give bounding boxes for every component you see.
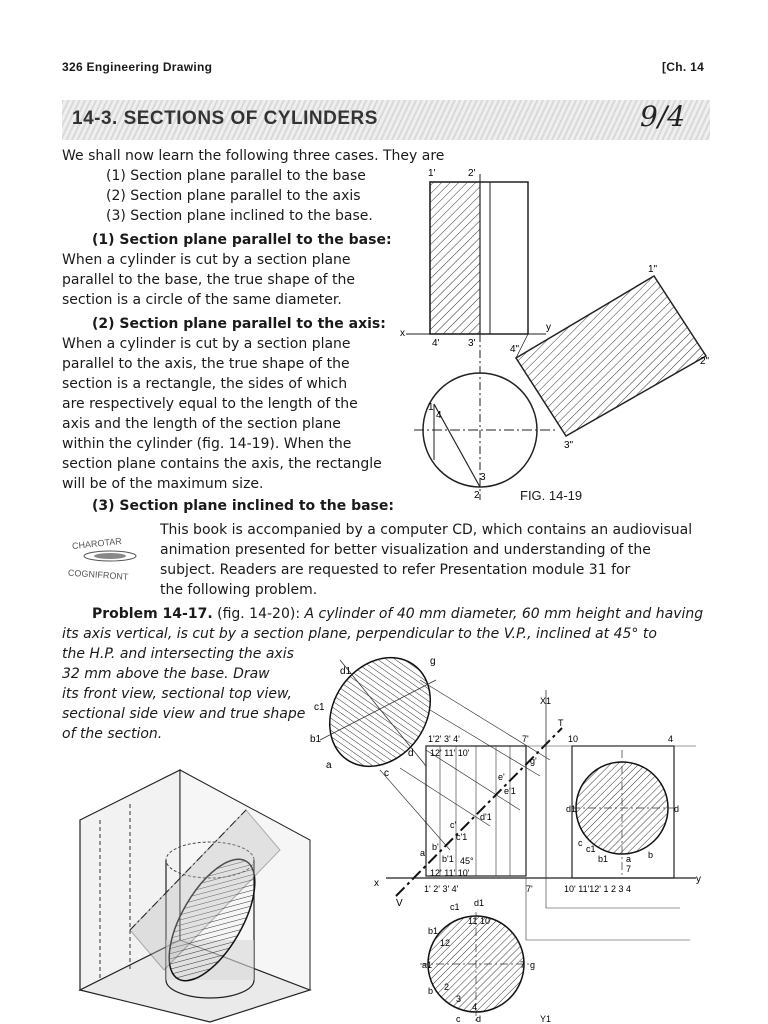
label-x: x [374,878,379,889]
label-45-deg: 45° [460,856,474,866]
label-top-2: 2 [444,982,450,992]
cd-note-line: animation presented for better visualization and understanding of the [160,542,651,558]
label-7p-bot: 7' [526,884,533,894]
para2-line: are respectively equal to the length of the [62,396,358,412]
handwritten-mark: 9/4 [640,100,686,133]
label-a-prime: a' [420,848,427,858]
label-top-g: g [530,960,536,970]
label-top-d: d [476,1014,482,1024]
label-top-b1: b1 [428,926,439,936]
label-y: y [696,874,701,885]
label-side-row: 10' 11'12' 1 2 3 4 [564,884,632,894]
label-bot-row-2: 12' 11' 10' [430,868,470,878]
label-X1: X1 [540,696,552,706]
problem-line: of the section. [62,726,163,742]
label-3q: 3" [564,440,574,451]
label-top-row-2: 12' 11' 10' [430,748,470,758]
label-1p: 1' [428,168,436,179]
para2-line: axis and the length of the section plane [62,416,341,432]
problem-label: Problem 14-17. [92,606,213,622]
para1-line: When a cylinder is cut by a section plane [62,252,351,268]
para2-line: When a cylinder is cut by a section plane [62,336,351,352]
label-g-prime: g' [530,756,537,766]
label-3p: 3' [468,338,476,349]
problem-line: its front view, sectional top view, [62,686,292,702]
label-top-11: 11 [468,916,478,926]
label-top-3: 3 [456,994,462,1004]
label-b-prime: b' [432,842,439,852]
cd-note-line: the following problem. [160,582,318,598]
cd-note-line: This book is accompanied by a computer CD, which contains an audiovisual [160,522,693,538]
label-side-a: a [626,854,632,864]
label-4q: 4" [510,344,520,355]
label-10-top: 10 [568,734,579,744]
label-top-7: 7 [520,960,526,970]
case-item-2: (2) Section plane parallel to the axis [106,188,361,204]
problem-line: the H.P. and intersecting the axis [62,646,294,662]
label-top-10: 10 [480,916,491,926]
label-top-c: c [456,1014,461,1024]
label-7p-top: 7' [522,734,529,744]
figure-14-20 [300,650,720,1024]
para2-line: section is a rectangle, the sides of which [62,376,348,392]
intro-text: We shall now learn the following three cases. They are [62,148,445,164]
para1-heading: (1) Section plane parallel to the base: [92,232,392,248]
case-item-1: (1) Section plane parallel to the base [106,168,366,184]
case-item-3: (3) Section plane inclined to the base. [106,208,373,224]
problem-line: A cylinder of 40 mm diameter, 60 mm height and having [304,606,704,622]
logo-text-bottom: COGNIFRONT [67,567,129,582]
label-top-c1: c1 [450,902,460,912]
cd-note-line: subject. Readers are requested to refer Presentation module 31 for [160,562,631,578]
problem-line: its axis vertical, is cut by a section plane, perpendicular to the V.P., inclined at 45° to [62,626,657,642]
label-1: 1 [428,402,434,413]
label-T: T [558,718,564,728]
label-top-4: 4 [472,1002,478,1012]
label-b1: b1 [310,734,322,745]
figure-14-19 [396,160,716,510]
para2-heading: (2) Section plane parallel to the axis: [92,316,386,332]
label-4p: 4' [432,338,440,349]
running-header: 326 Engineering Drawing [62,60,213,74]
label-side-c1: c1 [586,844,596,854]
label-c: c [384,768,389,779]
label-side-d1: d1 [566,804,577,814]
problem-ref: (fig. 14-20): [217,606,301,622]
label-4: 4 [436,410,442,421]
label-a: a [326,760,332,771]
label-Y1: Y1 [540,1014,552,1024]
label-top-12: 12 [440,938,451,948]
chapter-label: [Ch. 14 [662,60,705,74]
para2-line: will be of the maximum size. [62,476,264,492]
label-2: 2 [474,490,480,501]
label-e1-prime: e'1 [504,786,516,796]
problem-line: 32 mm above the base. Draw [62,666,270,682]
label-c-prime: c' [450,820,457,830]
label-side-c: c [578,838,583,848]
charotar-cognifront-logo [62,528,158,584]
label-3: 3 [480,472,486,483]
label-bot-row: 1' 2' 3' 4' [424,884,459,894]
para1-line: parallel to the base, the true shape of the [62,272,355,288]
label-d1: d1 [340,666,352,677]
para1-line: section is a circle of the same diameter. [62,292,342,308]
label-g: g [430,656,436,667]
para3-heading: (3) Section plane inclined to the base: [92,498,394,514]
label-top-b: b [428,986,434,996]
label-1q: 1" [648,264,658,275]
label-2p: 2' [468,168,476,179]
label-2q: 2" [700,356,710,367]
section-title: 14-3. SECTIONS OF CYLINDERS [72,108,378,129]
para2-line: parallel to the axis, the true shape of the [62,356,350,372]
label-c1: c1 [314,702,325,713]
label-c1-prime: c'1 [456,832,468,842]
label-side-d: d [674,804,680,814]
label-side-7: 7 [626,864,632,874]
problem-first-line [92,604,703,624]
figure-14-19-caption: FIG. 14-19 [520,488,583,503]
label-e-prime: e' [498,772,505,782]
label-x: x [400,328,405,339]
para2-line: section plane contains the axis, the rectangle [62,456,382,472]
label-top-row: 1'2' 3' 4' [428,734,460,744]
label-d: d [408,748,414,759]
label-top-a1: a1 [422,960,433,970]
label-V: V [396,898,403,909]
label-b1-prime: b'1 [442,854,454,864]
label-y: y [546,322,551,333]
para2-line: within the cylinder (fig. 14-19). When the [62,436,352,452]
label-side-b1: b1 [598,854,609,864]
label-d1-prime: d'1 [480,812,492,822]
pictorial-view [70,760,320,1024]
problem-line: sectional side view and true shape [62,706,306,722]
logo-text-top: CHAROTAR [71,535,123,552]
label-4-top: 4 [668,734,674,744]
label-side-b: b [648,850,654,860]
label-top-d1: d1 [474,898,485,908]
